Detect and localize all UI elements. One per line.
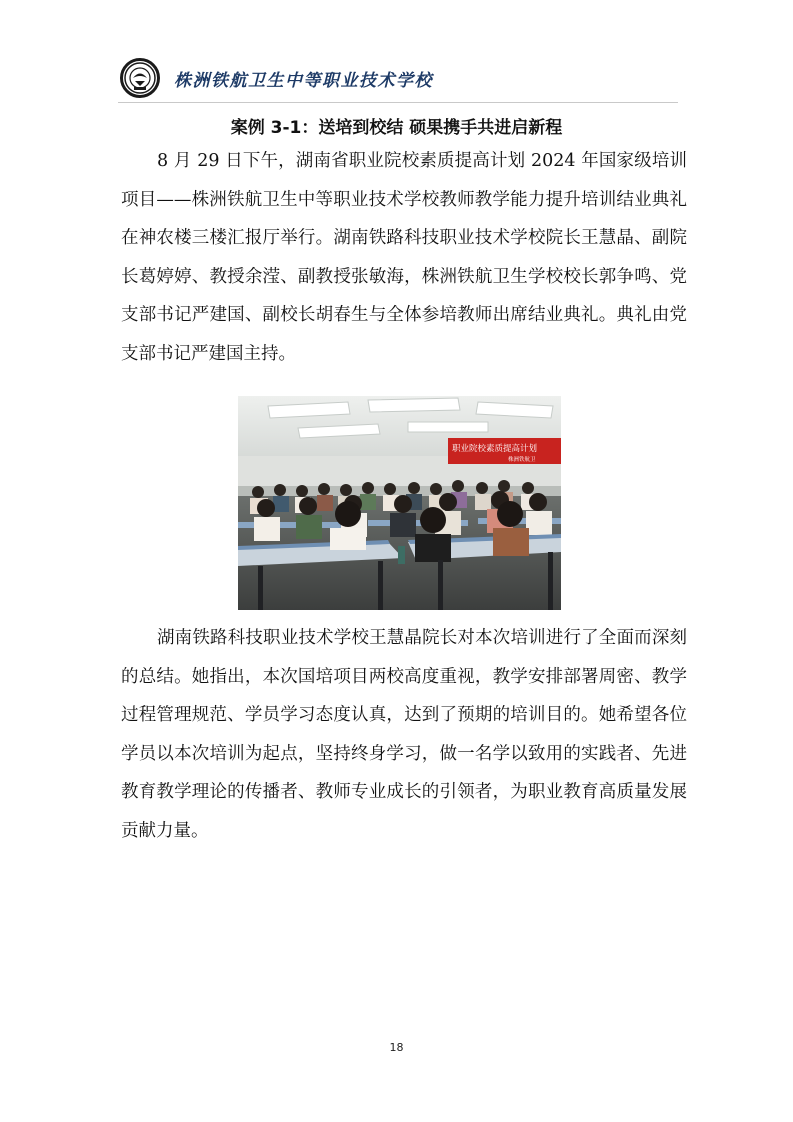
school-name: 株洲铁航卫生中等职业技术学校 — [174, 70, 433, 91]
banner-subtext: 株洲铁航卫 — [508, 457, 536, 463]
paragraph-1: 8 月 29 日下午，湖南省职业院校素质提高计划 2024 年国家级培训项目——株洲铁航卫生中等职业技术学校教师教学能力提升培训结业典礼在神农楼三楼汇报厅举行。湖南铁路科技职业技术学校院长王慧晶、副院长葛婷婷、教授余滢、副教授张敏海，株洲铁航卫生学校校长郭争鸣、党支部书记严建国、副校长胡春生与全体参培教师出席结业典礼。典礼由党支部书记严建国主持。 — [121, 151, 687, 364]
paragraph-2: 湖南铁路科技职业技术学校王慧晶院长对本次培训进行了全面而深刻的总结。她指出，本次国培项目两校高度重视，教学安排部署周密、教学过程管理规范、学员学习态度认真，达到了预期的培训目的。她希望各位学员以本次培训为起点，坚持终身学习，做一名学以致用的实践者、先进教育教学理论的传播者、教师专业成长的引领者，为职业教育高质量发展贡献力量。 — [121, 628, 687, 841]
page-header — [120, 56, 433, 100]
banner-text: 职业院校素质提高计划 — [452, 444, 538, 454]
case-title: 案例 3-1：送培到校结 硕果携手共进启新程 — [230, 118, 563, 138]
header-divider — [118, 102, 678, 103]
page-number: 18 — [389, 1041, 404, 1054]
school-emblem-icon — [120, 58, 160, 98]
ceremony-photo — [238, 396, 561, 610]
ceremony-photo-illustration — [238, 396, 561, 610]
